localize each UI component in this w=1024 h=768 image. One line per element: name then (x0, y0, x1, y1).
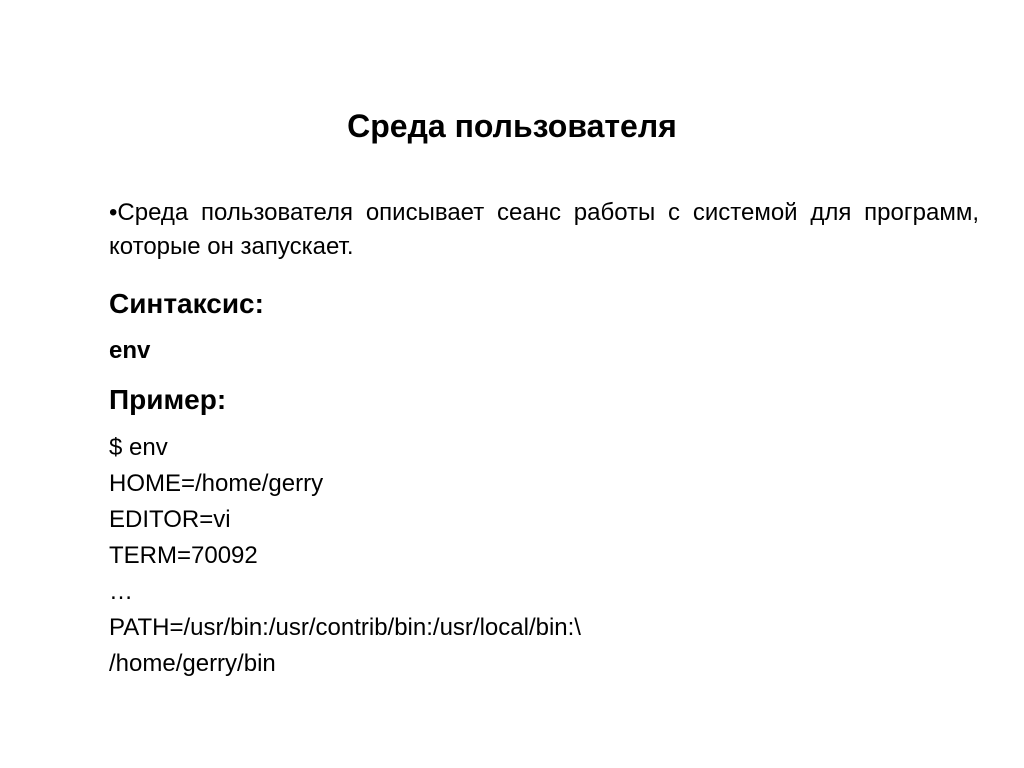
example-line: /home/gerry/bin (109, 650, 276, 677)
description-bullet: •Среда пользователя описывает сеанс работы с системой для программ, которые он запускает. (109, 199, 979, 260)
example-line: EDITOR=vi (109, 506, 231, 533)
slide-title: Среда пользователя (347, 108, 677, 144)
syntax-heading: Синтаксис: (109, 288, 264, 319)
example-line: $ env (109, 434, 168, 461)
example-heading: Пример: (109, 384, 227, 415)
example-line: HOME=/home/gerry (109, 470, 324, 497)
example-line: TERM=70092 (109, 542, 258, 569)
slide-content (109, 196, 979, 682)
example-line: … (109, 578, 133, 605)
syntax-command: env (109, 337, 151, 364)
example-line: PATH=/usr/bin:/usr/contrib/bin:/usr/local/bin:\ (109, 614, 581, 641)
example-output (109, 430, 979, 682)
